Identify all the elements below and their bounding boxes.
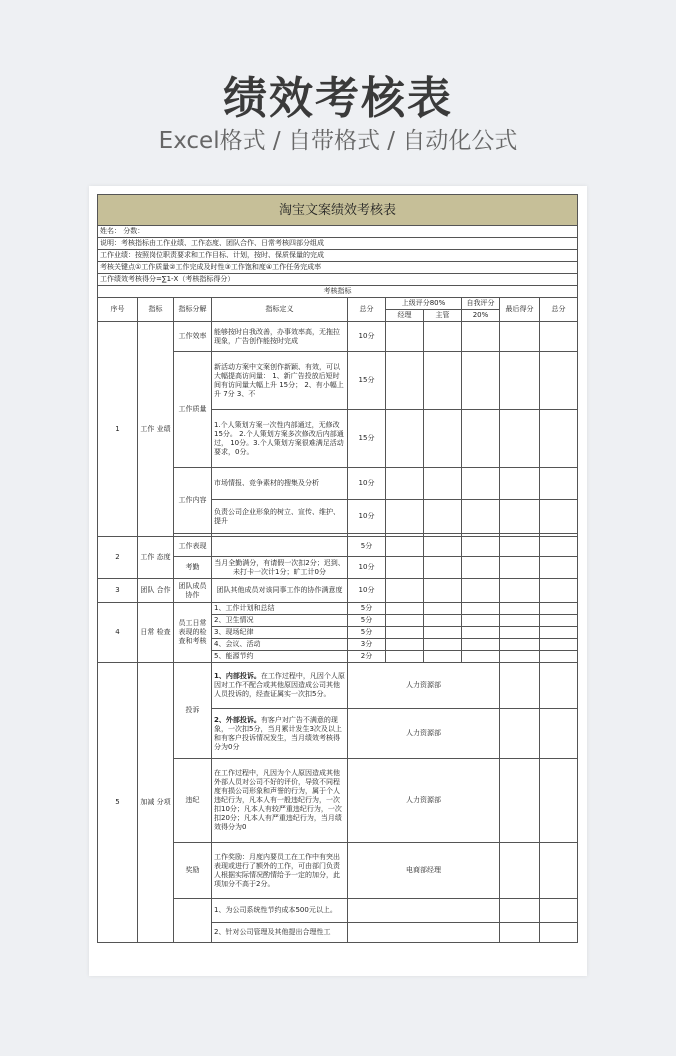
row-score: 10分 <box>348 468 386 500</box>
row-no: 4 <box>98 603 138 663</box>
row-definition: 2、针对公司管理及其他提出合理性工 <box>212 923 348 943</box>
row-breakdown: 工作内容 <box>174 468 212 534</box>
row-score: 10分 <box>348 579 386 603</box>
table-title: 淘宝文案绩效考核表 <box>98 195 578 226</box>
row-breakdown: 工作质量 <box>174 352 212 468</box>
info-row: 考核关键点①工作质量②工作完成及时性③工作饱和度④工作任务完成率 <box>98 262 578 274</box>
row-indicator: 日常 检查 <box>138 603 174 663</box>
row-score: 5分 <box>348 615 386 627</box>
row-breakdown: 投诉 <box>174 663 212 759</box>
row-definition: 2、卫生情况 <box>212 615 348 627</box>
complaint-text: 在工作过程中，凡因个人原因对工作不配合或其他原因造成公司其他人员投诉的，经查证属实一次扣5分。 <box>214 672 345 698</box>
header-superior: 上级评分80% <box>386 298 462 310</box>
row-definition: 1.个人策划方案一次性内部通过，无修改 15分。 2.个人策划方案多次修改后内部通过， 10分。3.个人策划方案很难满足活动要求，0分。 <box>212 410 348 468</box>
row-breakdown: 违纪 <box>174 759 212 843</box>
row-breakdown: 工作效率 <box>174 322 212 352</box>
header-manager: 经理 <box>386 310 424 322</box>
row-definition: 能够按时自我改善，办事效率高，无拖拉现象，广告创作能按时完成 <box>212 322 348 352</box>
row-definition: 负责公司企业形象的树立、宣传、维护、提升 <box>212 500 348 534</box>
complaint-type: 2、外部投诉。 <box>214 715 261 724</box>
header-no: 序号 <box>98 298 138 322</box>
info-row: 说明：考核指标由工作业绩、工作态度、团队合作、日常考核四部分组成 <box>98 238 578 250</box>
row-score: 10分 <box>348 557 386 579</box>
row-indicator: 团队 合作 <box>138 579 174 603</box>
info-row: 姓名： 分数： <box>98 226 578 238</box>
row-no: 2 <box>98 537 138 579</box>
header-breakdown: 指标分解 <box>174 298 212 322</box>
responsible-dept: 电商部经理 <box>348 843 500 899</box>
header-total: 总分 <box>348 298 386 322</box>
row-definition: 工作奖励：月度内要员工在工作中有突出表现或进行了额外的工作，可由部门负责人根据实际情况酌情给予一定的加分，此项加分不高于2分。 <box>212 843 348 899</box>
row-breakdown: 工作表现 <box>174 537 212 557</box>
row-definition: 新活动方案中文案创作新颖、有效，可以大幅提高访问量： 1、新广告投放后短时间有访问量大幅上升 15分； 2、有小幅上升 7分 3、不 <box>212 352 348 410</box>
header-self-pct: 20% <box>462 310 500 322</box>
row-definition: 在工作过程中，凡因为个人原因造成其他外部人员对公司不好的评价，导致不同程度有损公司形象和声誉的行为，属于个人违纪行为，凡本人有一般违纪行为，一次扣10分；凡本人有较严重违纪行为，一次扣20分；凡本人有严重违纪行为，当月绩效得分为0 <box>212 759 348 843</box>
row-no: 5 <box>98 663 138 943</box>
row-no: 1 <box>98 322 138 537</box>
group-header: 考核指标 <box>98 286 578 298</box>
row-definition: 1、工作计划和总结 <box>212 603 348 615</box>
responsible-dept: 人力资源部 <box>348 759 500 843</box>
header-self: 自我评分 <box>462 298 500 310</box>
row-score: 2分 <box>348 651 386 663</box>
spreadsheet-preview <box>89 186 587 976</box>
row-definition: 5、能源节约 <box>212 651 348 663</box>
row-score: 3分 <box>348 639 386 651</box>
row-definition: 3、现场纪律 <box>212 627 348 639</box>
row-breakdown: 考勤 <box>174 557 212 579</box>
responsible-dept: 人力资源部 <box>348 663 500 709</box>
row-score: 5分 <box>348 627 386 639</box>
header-indicator: 指标 <box>138 298 174 322</box>
row-indicator: 加减 分项 <box>138 663 174 943</box>
header-director: 主管 <box>424 310 462 322</box>
row-definition <box>212 663 348 709</box>
page-subtitle: Excel格式 / 自带格式 / 自动化公式 <box>158 128 518 154</box>
header-final: 最后得分 <box>500 298 540 322</box>
row-definition <box>212 709 348 759</box>
row-score: 10分 <box>348 322 386 352</box>
header-definition: 指标定义 <box>212 298 348 322</box>
info-row: 工作绩效考核得分=∑1-X（考核指标得分） <box>98 274 578 286</box>
kpi-table <box>97 194 578 943</box>
row-score: 10分 <box>348 500 386 534</box>
row-definition: 市场情报、竞争素材的搜集及分析 <box>212 468 348 500</box>
row-definition: 1、为公司系统性节约成本500元以上。 <box>212 899 348 923</box>
row-no: 3 <box>98 579 138 603</box>
page-title: 绩效考核表 <box>223 73 453 124</box>
row-definition: 团队其他成员对该同事工作的协作满意度 <box>212 579 348 603</box>
row-score: 15分 <box>348 410 386 468</box>
header-sum: 总分 <box>540 298 578 322</box>
complaint-text: 有客户对广告不满意的现象，一次扣5分，当月累计发生3次及以上和有客户投诉情况发生，当月绩效考核得分为0分 <box>214 715 342 751</box>
row-definition: 4、会议、活动 <box>212 639 348 651</box>
responsible-dept: 人力资源部 <box>348 709 500 759</box>
complaint-type: 1、内部投诉。 <box>214 672 261 680</box>
row-score: 5分 <box>348 537 386 557</box>
row-breakdown: 团队成员协作 <box>174 579 212 603</box>
info-row: 工作业绩：按照岗位职责要求和工作目标、计划，按时、保质保量的完成 <box>98 250 578 262</box>
row-score: 15分 <box>348 352 386 410</box>
row-score: 5分 <box>348 603 386 615</box>
row-breakdown: 员工日常表现的检查和考核 <box>174 603 212 663</box>
row-indicator: 工作 态度 <box>138 537 174 579</box>
row-definition: 当月全勤满分，有请假一次扣2分；迟到、未打卡一次计1分；旷工计0分 <box>212 557 348 579</box>
row-breakdown: 奖励 <box>174 843 212 899</box>
row-indicator: 工作 业绩 <box>138 322 174 537</box>
